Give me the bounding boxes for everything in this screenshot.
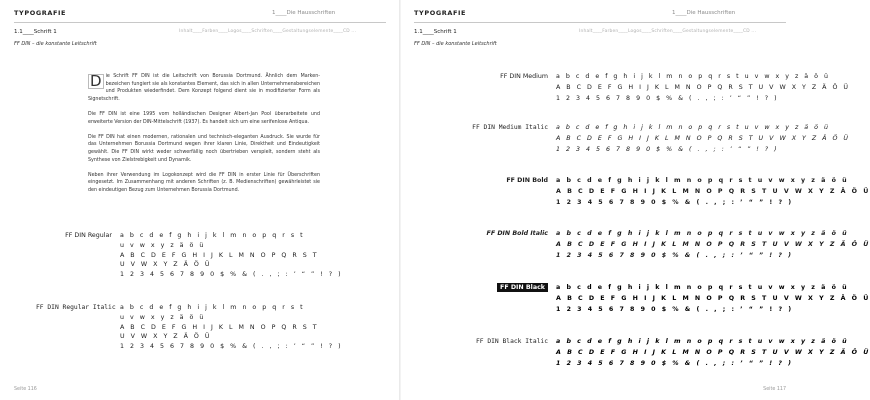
chapter-nav: Inhalt____Farben____Logos____Schriften____Gestaltungselemente____CD ... xyxy=(579,29,757,34)
specimen-name: FF DIN Regular Italic xyxy=(36,304,116,311)
specimen-glyphs: a b c d e f g h i j k l m n o p q r s t u v w x y z ä ö ü A B C D E F G H I J K L M N O P Q R S T U V W X Y Z Ä Ö Ü 1 2 3 4 5 6 7 8 9 0 $ % & ( . , ; : ’ “ ” ! ? ) xyxy=(120,232,343,279)
specimen-glyphs: a b c d e f g h i j k l m n o p q r s t u v w x y z ä ö ü A B C D E F G H I J K L M N O P Q R S T U V W X Y Z Ä Ö Ü 1 2 3 4 5 6 7 8 9 0 $ % & ( . , ; : ’ “ ” ! ? ) xyxy=(556,124,851,153)
specimen-glyphs: a b c d e f g h i j k l m n o p q r s t u v w x y z ä ö ü A B C D E F G H I J K L M N O P Q R S T U V W X Y Z Ä Ö Ü 1 2 3 4 5 6 7 8 9 0 $ % & ( . , ; : ’ “ ” ! ? ) xyxy=(556,73,851,102)
specimen-name: FF DIN Black Italic xyxy=(475,338,548,345)
page-header xyxy=(14,8,386,23)
subsection-title: 1.1____Schrift 1 xyxy=(414,29,457,35)
left-page xyxy=(0,0,400,400)
chapter-nav: Inhalt____Farben____Logos____Schriften____Gestaltungselemente____CD ... xyxy=(179,29,357,34)
tagline: FF DIN – die konstante Leitschrift xyxy=(414,41,497,47)
section-title: TYPOGRAFIE xyxy=(414,9,467,17)
subheader xyxy=(414,29,786,39)
subsection-title: 1.1____Schrift 1 xyxy=(14,29,57,35)
specimen-glyphs: a b c d e f g h i j k l m n o p q r s t u v w x y z ä ö ü A B C D E F G H I J K L M N O P Q R S T U V W X Y Z Ä Ö Ü 1 2 3 4 5 6 7 8 9 0 $ % & ( . , ; : ’ “ ” ! ? ) xyxy=(556,338,870,367)
specimen-glyphs: a b c d e f g h i j k l m n o p q r s t u v w x y z ä ö ü A B C D E F G H I J K L M N O P Q R S T U V W X Y Z Ä Ö Ü 1 2 3 4 5 6 7 8 9 0 $ % & ( . , ; : ’ “ ” ! ? ) xyxy=(556,284,870,313)
specimen-glyphs: a b c d e f g h i j k l m n o p q r s t u v w x y z ä ö ü A B C D E F G H I J K L M N O P Q R S T U V W X Y Z Ä Ö Ü 1 2 3 4 5 6 7 8 9 0 $ % & ( . , ; : ’ “ ” ! ? ) xyxy=(556,177,870,206)
page-header xyxy=(414,8,786,23)
specimen-name: FF DIN Bold xyxy=(506,177,548,184)
paragraph: D ie Schrift FF DIN ist die Leitschrift von Borussia Dortmund. Ähnlich dem Marken-bezeichen fungiert sie als konstantes Element, das sich in allen Unternehmensbereichen und Produkten wiederfindet. Dem Konzept folgend dient sie in modifizierter Form als Signetschrift. xyxy=(88,72,320,102)
specimen-name: FF DIN Regular xyxy=(65,232,112,239)
specimen-name: FF DIN Medium Italic xyxy=(472,124,548,131)
chapter-title: 1____Die Hausschriften xyxy=(272,10,336,16)
subheader xyxy=(14,29,386,39)
body-text xyxy=(88,73,320,202)
specimen-name: FF DIN Bold Italic xyxy=(486,230,548,237)
specimen-name: FF DIN Black xyxy=(408,284,548,291)
specimen-glyphs: a b c d e f g h i j k l m n o p q r s t u v w x y z ä ö ü A B C D E F G H I J K L M N O P Q R S T U V W X Y Z Ä Ö Ü 1 2 3 4 5 6 7 8 9 0 $ % & ( . , ; : ’ “ ” ! ? ) xyxy=(556,230,870,259)
paragraph: Neben ihrer Verwendung im Logokonzept wird die FF DIN in erster Linie für Überschriften eingesetzt. Im Zusammenhang mit anderen Schriften (z. B. Medienschriften) gewährleistet sie den eindeutigen Bezug zum Unternehmen Borussia Dortmund. xyxy=(88,172,320,193)
paragraph: Die FF DIN ist eine 1995 vom holländischen Designer Albert-Jan Pool überarbeitete und erweiterte Version der DIN-Mittelschrift (1937). Es handelt sich um eine serifenlose Antiqua. xyxy=(88,111,320,125)
tagline: FF DIN – die konstante Leitschrift xyxy=(14,41,97,47)
page-number: Seite 117 xyxy=(763,387,786,392)
section-title: TYPOGRAFIE xyxy=(14,9,67,17)
chapter-title: 1____Die Hausschriften xyxy=(672,10,736,16)
drop-cap: D xyxy=(90,72,102,90)
specimen-glyphs: a b c d e f g h i j k l m n o p q r s t u v w x y z ä ö ü A B C D E F G H I J K L M N O P Q R S T U V W X Y Z Ä Ö Ü 1 2 3 4 5 6 7 8 9 0 $ % & ( . , ; : ’ “ ” ! ? ) xyxy=(120,304,343,351)
specimen-name: FF DIN Medium xyxy=(500,73,548,80)
right-page xyxy=(400,0,870,400)
page-number: Seite 116 xyxy=(14,387,37,392)
paragraph: Die FF DIN hat einen modernen, rationalen und technisch-eleganten Ausdruck. Sie wurde für das Unternehmen Borussia Dortmund wegen ihrer klaren Linie, Direktheit und Eindeutigkeit gewählt. Die FF DIN wirkt weder schwerfällig noch übertrieben verspielt, sondern steht als Synthese von Zielstrebigkeit und Dynamik. xyxy=(88,134,320,163)
